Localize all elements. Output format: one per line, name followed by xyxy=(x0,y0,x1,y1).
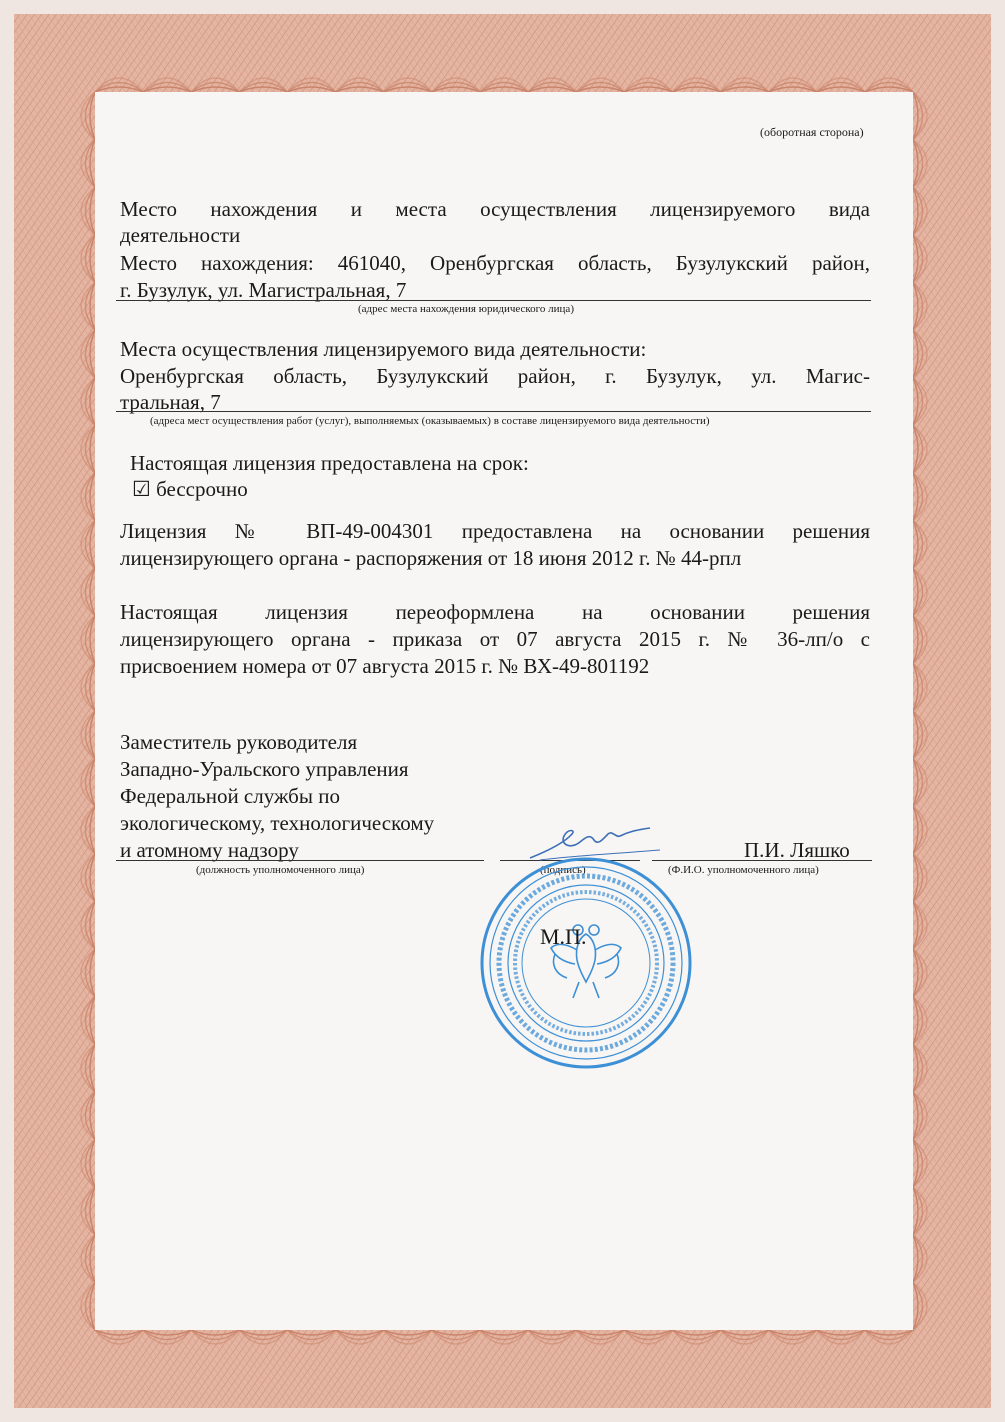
term-row xyxy=(132,476,248,502)
reissue-line1: Настоящая лицензия переоформлена на основании решения xyxy=(120,600,870,624)
position-line-4: экологическому, технологическому xyxy=(120,811,435,835)
position-underline xyxy=(116,860,484,861)
activity-line2: тральная, 7 xyxy=(120,390,221,414)
basis-line1: Лицензия № ВП-49-004301 предоставлена на основании решения xyxy=(120,519,870,543)
activity-underline xyxy=(116,411,871,412)
name-caption: (Ф.И.О. уполномоченного лица) xyxy=(668,864,819,876)
address-caption: (адрес места нахождения юридического лица) xyxy=(358,303,574,315)
reissue-line3: присвоением номера от 07 августа 2015 г. № ВХ-49-801192 xyxy=(120,654,650,678)
position-line-1: Заместитель руководителя xyxy=(120,730,358,754)
position-line-3: Федеральной службы по xyxy=(120,784,340,808)
basis-line2: лицензирующего органа - распоряжения от 18 июня 2012 г. № 44-рпл xyxy=(120,546,742,570)
address-underline xyxy=(116,300,871,301)
position-line-5: и атомному надзору xyxy=(120,838,299,862)
address-line1: Место нахождения: 461040, Оренбургская область, Бузулукский район, xyxy=(120,251,870,275)
activity-caption: (адреса мест осуществления работ (услуг), выполняемых (оказываемых) в составе лицензируемого вида деятельности) xyxy=(150,415,710,427)
signatory-name: П.И. Ляшко xyxy=(744,838,850,862)
seal-label: М.П. xyxy=(540,924,587,949)
signature-caption: (подпись) xyxy=(540,864,586,876)
activity-line1: Оренбургская область, Бузулукский район, г. Бузулук, ул. Магис- xyxy=(120,364,870,388)
side-label: (оборотная сторона) xyxy=(760,125,864,139)
checkbox-checked-icon: ☑ xyxy=(132,477,151,501)
term-heading: Настоящая лицензия предоставлена на срок: xyxy=(130,451,529,475)
location-heading-line1: Место нахождения и места осуществления лицензируемого вида xyxy=(120,197,870,221)
reissue-line2: лицензирующего органа - приказа от 07 августа 2015 г. № 36-лп/о с xyxy=(120,627,870,651)
position-caption: (должность уполномоченного лица) xyxy=(196,864,365,876)
location-heading-line2: деятельности xyxy=(120,223,241,247)
address-line2: г. Бузулук, ул. Магистральная, 7 xyxy=(120,278,407,302)
activity-heading: Места осуществления лицензируемого вида деятельности: xyxy=(120,337,647,361)
term-value: бессрочно xyxy=(156,477,248,501)
official-seal xyxy=(475,852,697,1074)
position-line-2: Западно-Уральского управления xyxy=(120,757,409,781)
